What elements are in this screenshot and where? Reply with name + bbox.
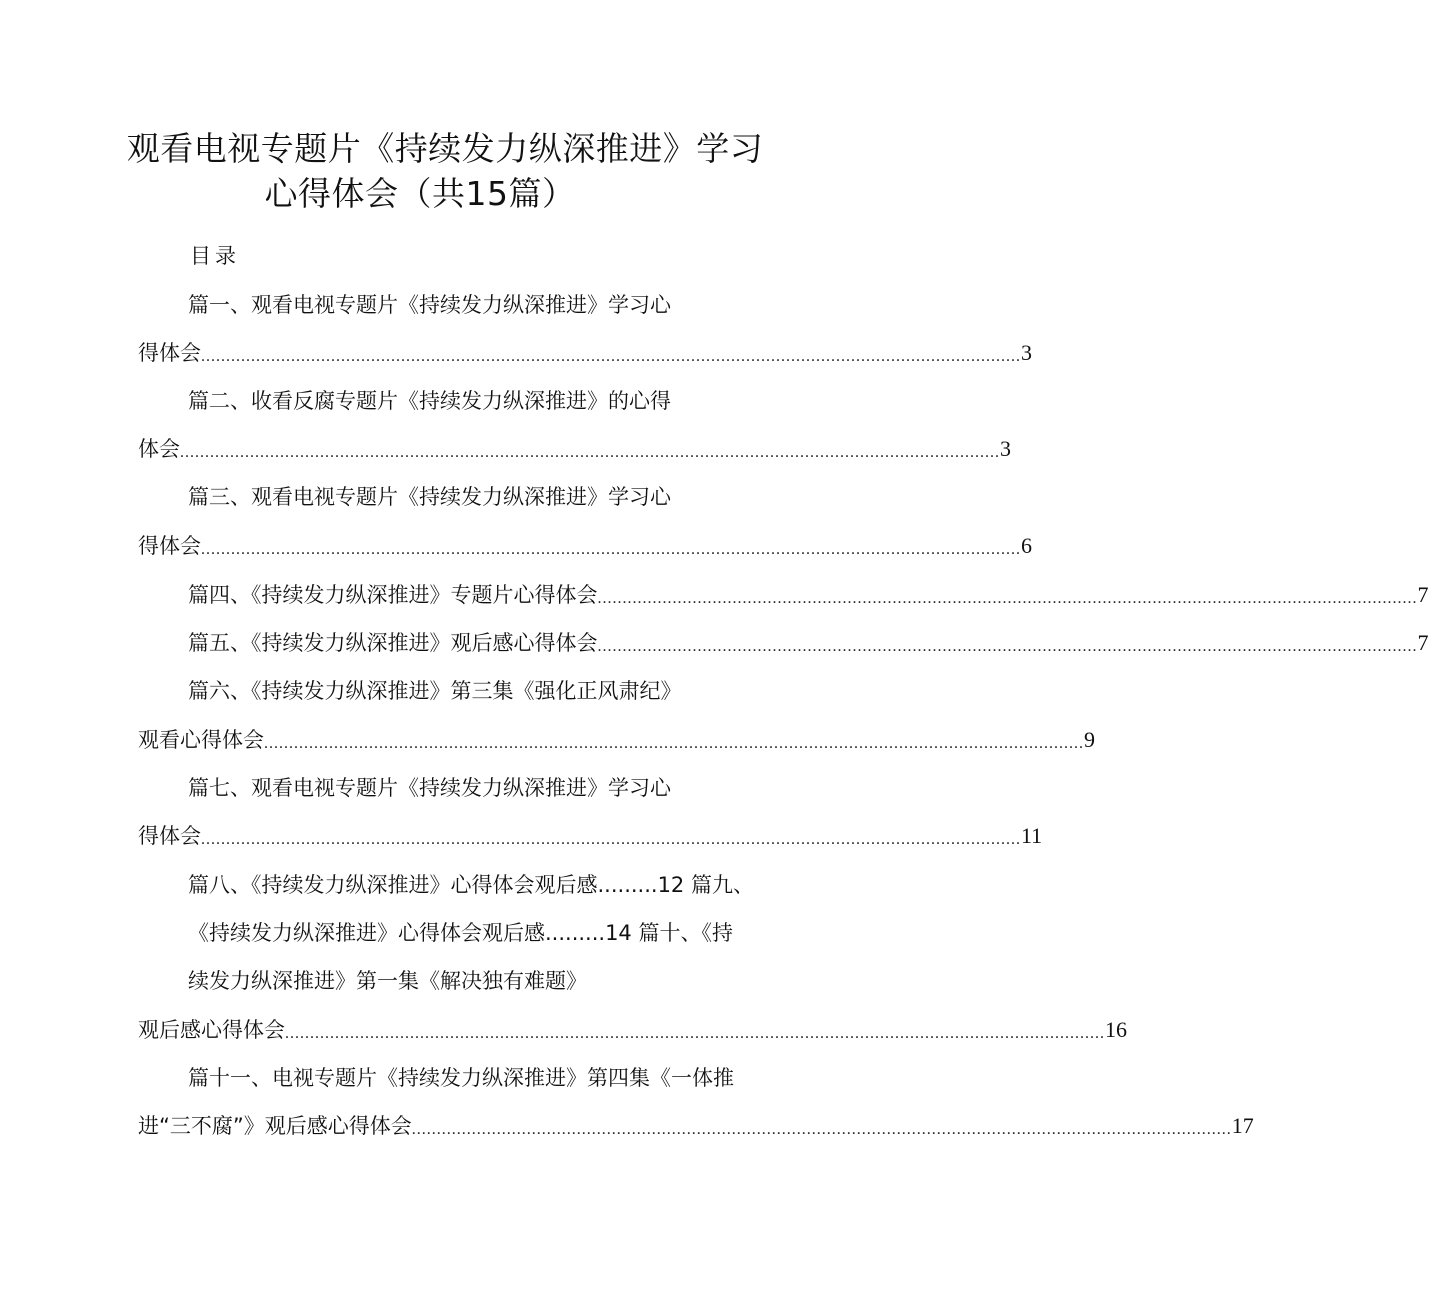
toc-entry-5-text: 篇五、《持续发力纵深推进》观后感心得体会	[188, 631, 598, 655]
toc-leader-dots: ....................................................................................................................................................................	[180, 444, 1000, 461]
toc-entry-2-page: 3	[1000, 436, 1011, 461]
toc-entry-6-text: 观看心得体会	[138, 728, 264, 752]
toc-leader-dots: ....................................................................................................................................................................	[201, 831, 1021, 848]
toc-entry-9-line-1[interactable]: 《持续发力纵深推进》心得体会观后感.........14 篇十、《持	[188, 921, 733, 945]
toc-entry-1-page: 3	[1021, 340, 1032, 365]
toc-entry-6-line-1[interactable]: 篇六、《持续发力纵深推进》第三集《强化正风肃纪》	[188, 679, 682, 703]
toc-entry-11-line-1[interactable]: 篇十一、电视专题片《持续发力纵深推进》第四集《一体推	[188, 1066, 734, 1090]
toc-entry-10-line-1[interactable]: 续发力纵深推进》第一集《解决独有难题》	[188, 969, 587, 993]
toc-entry-2-line-2[interactable]	[138, 434, 1011, 464]
toc-entry-3-page: 6	[1021, 533, 1032, 558]
toc-leader-dots: ....................................................................................................................................................................	[201, 348, 1021, 365]
toc-leader-dots: ....................................................................................................................................................................	[597, 590, 1418, 607]
toc-entry-4-text: 篇四、《持续发力纵深推进》专题片心得体会	[188, 583, 598, 607]
toc-entry-2-text: 体会	[138, 437, 180, 461]
toc-leader-dots: ....................................................................................................................................................................	[285, 1025, 1105, 1042]
toc-entry-10-text: 观后感心得体会	[138, 1018, 285, 1042]
toc-entry-11-page: 17	[1231, 1113, 1254, 1138]
toc-entry-1-text: 得体会	[138, 341, 201, 365]
document-title-line-2: 心得体会（共15篇）	[264, 174, 576, 213]
toc-entry-2-line-1[interactable]: 篇二、收看反腐专题片《持续发力纵深推进》的心得	[188, 389, 671, 413]
toc-leader-dots: ....................................................................................................................................................................	[597, 638, 1418, 655]
toc-leader-dots: ....................................................................................................................................................................	[411, 1121, 1232, 1138]
toc-leader-dots: ....................................................................................................................................................................	[201, 541, 1021, 558]
toc-entry-7-line-1[interactable]: 篇七、观看电视专题片《持续发力纵深推进》学习心	[188, 776, 671, 800]
toc-entry-1-line-2[interactable]	[138, 338, 1032, 368]
toc-entry-11-text: 进“三不腐”》观后感心得体会	[138, 1114, 412, 1138]
toc-entry-4-page: 7	[1417, 582, 1429, 607]
document-title-line-1: 观看电视专题片《持续发力纵深推进》学习	[126, 129, 764, 168]
toc-entry-7-line-2[interactable]	[138, 821, 1043, 851]
toc-entry-4[interactable]	[188, 580, 1429, 610]
toc-entry-11-line-2[interactable]	[138, 1111, 1254, 1141]
toc-entry-3-line-1[interactable]: 篇三、观看电视专题片《持续发力纵深推进》学习心	[188, 485, 671, 509]
toc-entry-10-page: 16	[1105, 1017, 1127, 1042]
toc-entry-7-text: 得体会	[138, 824, 201, 848]
toc-entry-5-page: 7	[1417, 630, 1429, 655]
toc-entry-6-page: 9	[1084, 727, 1095, 752]
toc-entry-5[interactable]	[188, 628, 1429, 658]
toc-entry-1-line-1[interactable]: 篇一、观看电视专题片《持续发力纵深推进》学习心	[188, 293, 671, 317]
toc-entry-3-line-2[interactable]	[138, 531, 1032, 561]
toc-heading: 目录	[190, 244, 240, 268]
toc-entry-7-page: 11	[1021, 823, 1043, 848]
toc-entry-3-text: 得体会	[138, 534, 201, 558]
toc-entry-10-line-2[interactable]	[138, 1015, 1127, 1045]
toc-entry-6-line-2[interactable]	[138, 725, 1095, 755]
toc-leader-dots: ....................................................................................................................................................................	[264, 735, 1084, 752]
toc-entry-8-line-1[interactable]: 篇八、《持续发力纵深推进》心得体会观后感.........12 篇九、	[188, 873, 754, 897]
